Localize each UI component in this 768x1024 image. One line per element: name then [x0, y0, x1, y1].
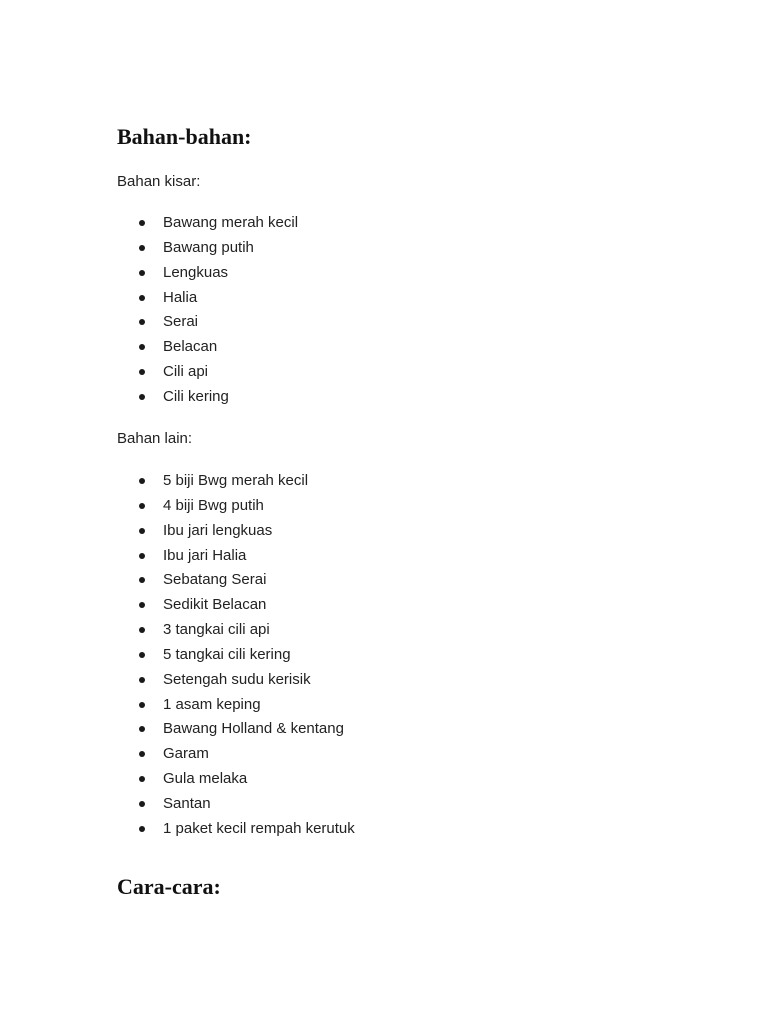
bullet-icon [139, 627, 145, 633]
bullet-icon [139, 553, 145, 559]
list-item [117, 496, 717, 521]
list-item [117, 744, 717, 769]
bullet-icon [139, 245, 145, 251]
ingredients-heading: Bahan-bahan: [117, 124, 252, 149]
bullet-icon [139, 826, 145, 832]
list-item-text: Bawang putih [163, 238, 254, 256]
bullet-icon [139, 270, 145, 276]
method-heading: Cara-cara: [117, 874, 221, 899]
bullet-icon [139, 751, 145, 757]
list-item [117, 546, 717, 571]
list-item [117, 362, 717, 387]
list-item-text: 4 biji Bwg putih [163, 496, 264, 514]
list-item-text: Garam [163, 745, 209, 763]
list-item [117, 471, 717, 496]
list-item-text: Sedikit Belacan [163, 596, 267, 614]
list-item [117, 263, 717, 288]
list-item [117, 620, 717, 645]
list-item-text: 5 tangkai cili kering [163, 645, 291, 663]
other-ingredients-label: Bahan lain: [117, 430, 193, 447]
list-item [117, 312, 717, 337]
bullet-icon [139, 344, 145, 350]
list-item-text: Ibu jari lengkuas [163, 521, 273, 539]
list-item-text: Setengah sudu kerisik [163, 670, 311, 688]
list-item [117, 670, 717, 695]
list-item-text: Cili kering [163, 387, 229, 405]
list-item-text: Cili api [163, 363, 209, 381]
list-item [117, 719, 717, 744]
list-item [117, 238, 717, 263]
list-item [117, 337, 717, 362]
bullet-icon [139, 776, 145, 782]
list-item-text: Bawang Holland & kentang [163, 720, 344, 738]
list-item-text: Lengkuas [163, 263, 229, 281]
list-item [117, 213, 717, 238]
bullet-icon [139, 602, 145, 608]
bullet-icon [139, 319, 145, 325]
list-item [117, 645, 717, 670]
list-item-text: 1 paket kecil rempah kerutuk [163, 819, 355, 837]
blended-ingredients-list [117, 213, 717, 412]
bullet-icon [139, 726, 145, 732]
bullet-icon [139, 220, 145, 226]
bullet-icon [139, 528, 145, 534]
bullet-icon [139, 503, 145, 509]
list-item-text: Santan [163, 794, 211, 812]
list-item-text: Belacan [163, 338, 218, 356]
list-item-text: 1 asam keping [163, 695, 261, 713]
list-item [117, 570, 717, 595]
list-item [117, 595, 717, 620]
bullet-icon [139, 478, 145, 484]
list-item-text: Halia [163, 288, 198, 306]
list-item-text: Ibu jari Halia [163, 546, 247, 564]
list-item [117, 794, 717, 819]
bullet-icon [139, 677, 145, 683]
blended-ingredients-label: Bahan kisar: [117, 173, 201, 190]
list-item-text: Gula melaka [163, 770, 248, 788]
bullet-icon [139, 801, 145, 807]
bullet-icon [139, 652, 145, 658]
list-item [117, 819, 717, 844]
list-item-text: Sebatang Serai [163, 571, 267, 589]
other-ingredients-list [117, 471, 717, 844]
list-item-text: Bawang merah kecil [163, 214, 299, 231]
bullet-icon [139, 369, 145, 375]
list-item [117, 521, 717, 546]
list-item [117, 695, 717, 720]
list-item [117, 387, 717, 412]
bullet-icon [139, 295, 145, 301]
list-item-text: Serai [163, 313, 199, 331]
list-item [117, 288, 717, 313]
list-item [117, 769, 717, 794]
bullet-icon [139, 577, 145, 583]
list-item-text: 5 biji Bwg merah kecil [163, 472, 309, 489]
bullet-icon [139, 702, 145, 708]
bullet-icon [139, 394, 145, 400]
list-item-text: 3 tangkai cili api [163, 621, 270, 639]
